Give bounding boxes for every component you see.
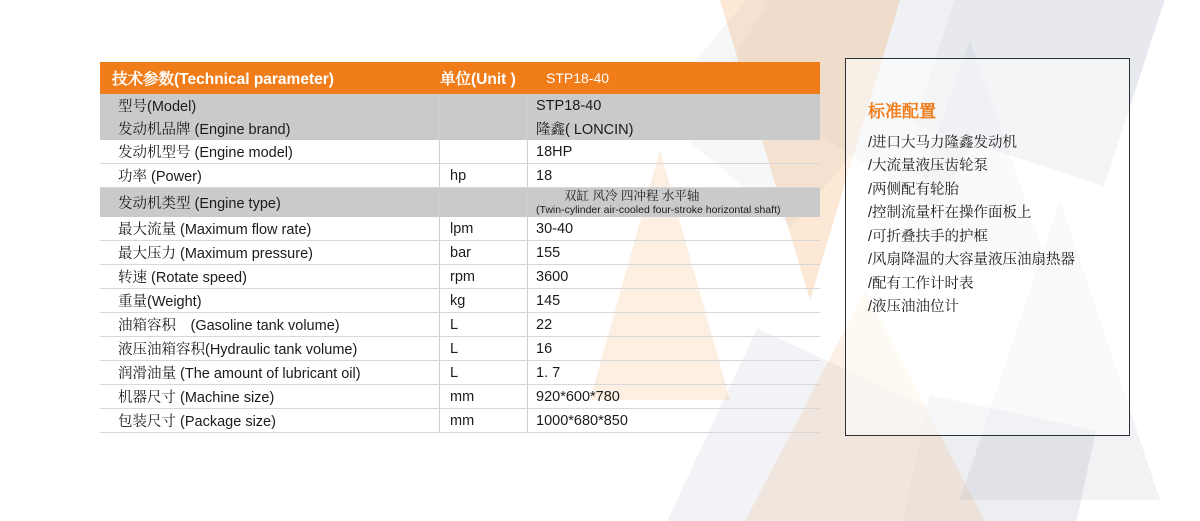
- cell-parameter: 机器尺寸 (Machine size): [100, 385, 440, 409]
- cell-value: STP18-40: [536, 97, 602, 114]
- table-row: [100, 265, 820, 289]
- config-list-item: /控制流量杆在操作面板上: [868, 205, 1032, 222]
- table-row: [100, 164, 820, 188]
- cell-parameter: 润滑油量 (The amount of lubricant oil): [100, 361, 440, 385]
- spec-table-body: [100, 94, 820, 433]
- cell-parameter: 油箱容积 (Gasoline tank volume): [100, 313, 440, 337]
- cell-value: 16: [528, 337, 820, 361]
- cell-unit: mm: [440, 409, 528, 433]
- config-list-item: /进口大马力隆鑫发动机: [868, 135, 1018, 151]
- cell-value: 1. 7: [528, 361, 820, 385]
- cell-value: 145: [528, 289, 820, 313]
- standard-config-list: [868, 132, 1129, 320]
- cell-value: 1000*680*850: [528, 409, 820, 433]
- table-row: [100, 94, 820, 117]
- cell-value: 隆鑫( LONCIN): [536, 122, 634, 138]
- cell-value: 3600: [528, 265, 820, 289]
- cell-parameter: 功率 (Power): [100, 164, 440, 188]
- config-list-item: /液压油油位计: [868, 299, 960, 316]
- cell-unit: L: [440, 313, 528, 337]
- config-list-item: /风扇降温的大容量液压油扇热器: [868, 252, 1076, 269]
- table-row: [100, 217, 820, 241]
- table-row: [100, 313, 820, 337]
- table-row: [100, 117, 820, 140]
- cell-unit: [440, 94, 528, 117]
- cell-unit: L: [440, 337, 528, 361]
- cell-value: 18: [528, 164, 820, 188]
- table-row: [100, 188, 820, 217]
- table-row: [100, 241, 820, 265]
- table-row: [100, 337, 820, 361]
- cell-unit: [440, 188, 528, 217]
- spec-table-header: [100, 62, 820, 94]
- cell-unit: bar: [440, 241, 528, 265]
- cell-value: 920*600*780: [528, 385, 820, 409]
- cell-parameter: 重量(Weight): [100, 289, 440, 313]
- config-list-item: /大流量液压齿轮泵: [868, 158, 989, 175]
- standard-config-panel: [845, 58, 1130, 436]
- cell-parameter: 液压油箱容积(Hydraulic tank volume): [100, 337, 440, 361]
- cell-unit: [440, 117, 528, 140]
- cell-value: 155: [528, 241, 820, 265]
- config-list-item: /配有工作计时表: [868, 275, 974, 292]
- cell-unit: [440, 140, 528, 164]
- header-model: STP18-40: [546, 70, 610, 86]
- cell-value-line2: (Twin-cylinder air-cooled four-stroke horizontal shaft): [536, 203, 781, 216]
- cell-unit: lpm: [440, 217, 528, 241]
- cell-value: [528, 188, 820, 217]
- table-row: [100, 409, 820, 433]
- cell-parameter: 最大压力 (Maximum pressure): [100, 241, 440, 265]
- table-row: [100, 289, 820, 313]
- spec-table: [100, 62, 820, 433]
- cell-unit: rpm: [440, 265, 528, 289]
- table-row: [100, 385, 820, 409]
- cell-parameter: 发动机品牌 (Engine brand): [100, 117, 440, 140]
- cell-parameter: 包装尺寸 (Package size): [100, 409, 440, 433]
- cell-value-line1: 双缸 风冷 四冲程 水平轴: [564, 189, 700, 204]
- cell-value: 22: [528, 313, 820, 337]
- config-list-item: /两侧配有轮胎: [868, 181, 960, 198]
- table-row: [100, 361, 820, 385]
- header-parameter: 技术参数(Technical parameter): [112, 71, 334, 88]
- standard-config-title: 标准配置: [868, 102, 936, 121]
- cell-parameter: 型号(Model): [100, 94, 440, 117]
- table-row: [100, 140, 820, 164]
- cell-parameter: 发动机型号 (Engine model): [100, 140, 440, 164]
- cell-parameter: 转速 (Rotate speed): [100, 265, 440, 289]
- cell-unit: L: [440, 361, 528, 385]
- cell-parameter: 发动机类型 (Engine type): [100, 188, 440, 217]
- cell-value: 18HP: [528, 140, 820, 164]
- cell-unit: mm: [440, 385, 528, 409]
- config-list-item: /可折叠扶手的护框: [868, 228, 989, 245]
- header-unit: 单位(Unit ): [440, 71, 516, 88]
- cell-parameter: 最大流量 (Maximum flow rate): [100, 217, 440, 241]
- cell-unit: kg: [440, 289, 528, 313]
- cell-unit: hp: [440, 164, 528, 188]
- cell-value: 30-40: [528, 217, 820, 241]
